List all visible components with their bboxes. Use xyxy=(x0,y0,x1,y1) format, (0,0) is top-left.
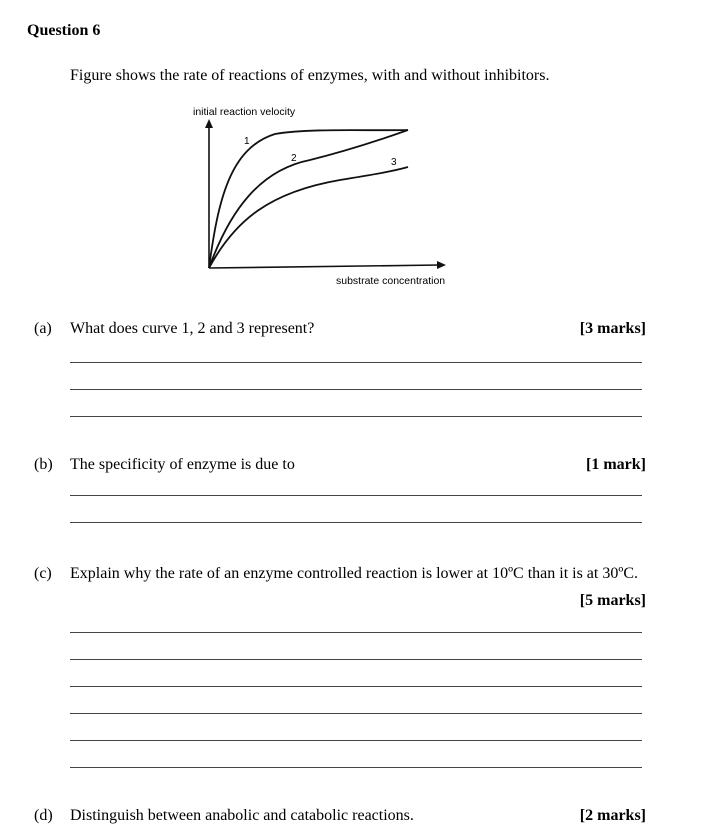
answer-line[interactable] xyxy=(70,495,642,496)
answer-line[interactable] xyxy=(70,659,642,660)
curve-2 xyxy=(209,130,408,268)
y-axis-arrow xyxy=(205,119,213,128)
part-c-question: Explain why the rate of an enzyme controlled reaction is lower at 10ºC than it is at 30ºC. xyxy=(70,565,638,582)
part-a-label: (a) xyxy=(34,320,52,337)
answer-line[interactable] xyxy=(70,416,642,417)
answer-line[interactable] xyxy=(70,686,642,687)
answer-line[interactable] xyxy=(70,632,642,633)
intro-text: Figure shows the rate of reactions of enzymes, with and without inhibitors. xyxy=(70,67,550,84)
curve-label-3: 3 xyxy=(391,157,397,168)
answer-line[interactable] xyxy=(70,389,642,390)
answer-line[interactable] xyxy=(70,522,642,523)
part-d-question: Distinguish between anabolic and catabolic reactions. xyxy=(70,807,414,824)
part-d-label: (d) xyxy=(34,807,53,824)
curve-3 xyxy=(209,167,408,268)
question-title: Question 6 xyxy=(27,22,101,39)
curve-label-2: 2 xyxy=(291,153,297,164)
answer-line[interactable] xyxy=(70,713,642,714)
part-d-marks: [2 marks] xyxy=(579,807,646,824)
y-axis-label: initial reaction velocity xyxy=(193,106,296,118)
answer-line[interactable] xyxy=(70,767,642,768)
answer-line[interactable] xyxy=(70,362,642,363)
enzyme-rate-figure xyxy=(190,100,470,295)
answer-line[interactable] xyxy=(70,740,642,741)
part-b-question: The specificity of enzyme is due to xyxy=(70,456,295,473)
x-axis-label: substrate concentration xyxy=(336,275,446,287)
part-c-label: (c) xyxy=(34,565,52,582)
part-a-marks: [3 marks] xyxy=(579,320,646,337)
x-axis xyxy=(209,265,440,268)
curve-label-1: 1 xyxy=(244,136,250,147)
part-b-marks: [1 mark] xyxy=(586,456,646,473)
part-a-question: What does curve 1, 2 and 3 represent? xyxy=(70,320,315,337)
part-b-label: (b) xyxy=(34,456,53,473)
x-axis-arrow xyxy=(437,261,446,269)
curve-1 xyxy=(209,130,408,268)
part-c-marks: [5 marks] xyxy=(579,592,646,609)
